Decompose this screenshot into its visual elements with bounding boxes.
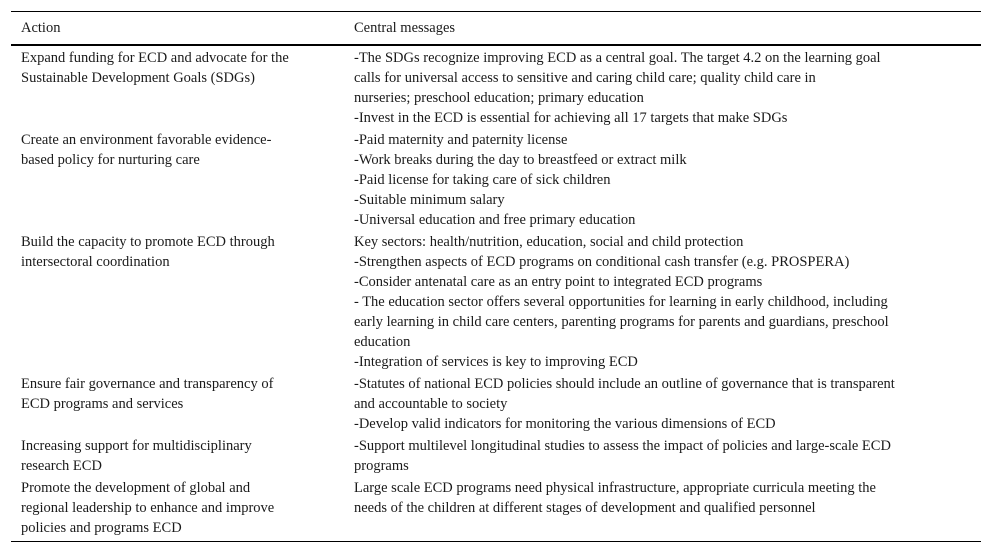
action-line: ECD programs and services (21, 396, 184, 412)
central-messages-cell (344, 435, 981, 477)
message-line: -Suitable minimum salary (354, 192, 505, 208)
message-line: -Consider antenatal care as an entry point to integrated ECD programs (354, 274, 763, 290)
table-row (11, 435, 981, 477)
central-messages-cell (344, 231, 981, 373)
message-line: Large scale ECD programs need physical infrastructure, appropriate curricula meeting the (354, 480, 876, 496)
action-cell (11, 477, 344, 541)
ecd-actions-table (11, 11, 981, 542)
action-line: Build the capacity to promote ECD through (21, 234, 275, 250)
message-line: -The SDGs recognize improving ECD as a central goal. The target 4.2 on the learning goal (354, 50, 881, 66)
message-line: education (354, 334, 411, 350)
central-messages-cell (344, 477, 981, 541)
table-row (11, 477, 981, 541)
message-line: -Paid maternity and paternity license (354, 132, 568, 148)
message-line: - The education sector offers several opportunities for learning in early childhood, including (354, 294, 888, 310)
table (11, 12, 981, 541)
message-line: and accountable to society (354, 396, 508, 412)
message-line: early learning in child care centers, parenting programs for parents and guardians, preschool (354, 314, 889, 330)
central-messages-cell (344, 129, 981, 231)
central-messages-cell (344, 373, 981, 435)
action-line: Create an environment favorable evidence- (21, 132, 272, 148)
action-line: Expand funding for ECD and advocate for the (21, 50, 289, 66)
message-line: Key sectors: health/nutrition, education, social and child protection (354, 234, 744, 250)
table-row (11, 45, 981, 129)
header-row (11, 12, 981, 45)
action-line: Sustainable Development Goals (SDGs) (21, 70, 255, 86)
header-action: Action (11, 12, 344, 45)
action-line: based policy for nurturing care (21, 152, 200, 168)
message-line: nurseries; preschool education; primary education (354, 90, 644, 106)
action-line: intersectoral coordination (21, 254, 170, 270)
message-line: needs of the children at different stages of development and qualified personnel (354, 500, 816, 516)
table-row (11, 129, 981, 231)
message-line: -Support multilevel longitudinal studies to assess the impact of policies and large-scale ECD (354, 438, 891, 454)
message-line: -Invest in the ECD is essential for achieving all 17 targets that make SDGs (354, 110, 788, 126)
table-body (11, 45, 981, 541)
action-line: Ensure fair governance and transparency of (21, 376, 274, 392)
message-line: -Strengthen aspects of ECD programs on conditional cash transfer (e.g. PROSPERA) (354, 254, 850, 270)
message-line: calls for universal access to sensitive and caring child care; quality child care in (354, 70, 816, 86)
action-cell (11, 45, 344, 129)
action-line: policies and programs ECD (21, 520, 182, 536)
message-line: -Work breaks during the day to breastfeed or extract milk (354, 152, 687, 168)
action-line: research ECD (21, 458, 102, 474)
action-cell (11, 129, 344, 231)
message-line: programs (354, 458, 409, 474)
message-line: -Universal education and free primary education (354, 212, 636, 228)
action-cell (11, 231, 344, 373)
table-row (11, 373, 981, 435)
table-row (11, 231, 981, 373)
action-cell (11, 373, 344, 435)
message-line: -Statutes of national ECD policies should include an outline of governance that is transparent (354, 376, 895, 392)
action-line: regional leadership to enhance and improve (21, 500, 275, 516)
action-cell (11, 435, 344, 477)
header-central-messages: Central messages (344, 12, 981, 45)
central-messages-cell (344, 45, 981, 129)
message-line: -Develop valid indicators for monitoring the various dimensions of ECD (354, 416, 776, 432)
message-line: -Integration of services is key to improving ECD (354, 354, 638, 370)
message-line: -Paid license for taking care of sick children (354, 172, 611, 188)
action-line: Increasing support for multidisciplinary (21, 438, 252, 454)
action-line: Promote the development of global and (21, 480, 251, 496)
